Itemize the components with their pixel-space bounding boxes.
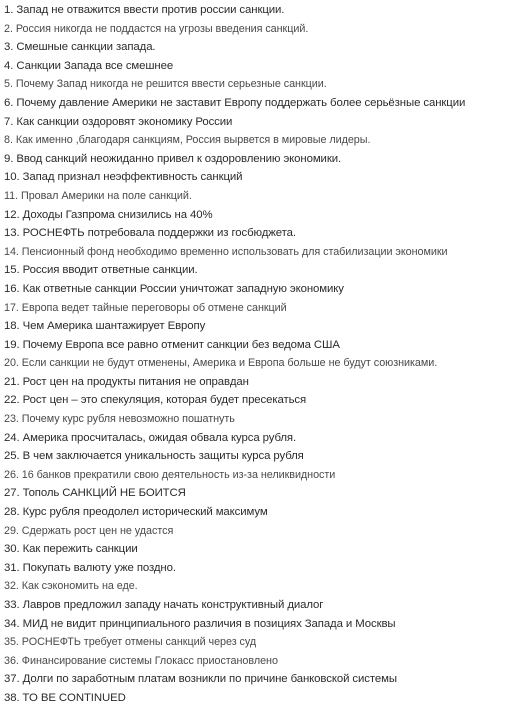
list-item: 28. Курс рубля преодолел исторический максимум [4, 506, 268, 519]
list-item: 17. Европа ведет тайные переговоры об отмене санкций [4, 301, 287, 314]
list-item: 38. TO BE CONTINUED [4, 691, 126, 704]
list-item: 14. Пенсионный фонд необходимо временно использовать для стабилизации экономики [4, 245, 448, 258]
list-item: 16. Как ответные санкции России уничтожат западную экономику [4, 282, 344, 295]
list-item: 21. Рост цен на продукты питания не оправдан [4, 375, 249, 388]
list-item: 36. Финансирование системы Глокасс приостановлено [4, 654, 278, 667]
list-item: 35. РОСНЕФТЬ требует отмены санкций через суд [4, 636, 257, 649]
list-item: 29. Сдержать рост цен не удастся [4, 524, 174, 537]
list-item: 12. Доходы Газпрома снизились на 40% [4, 208, 213, 221]
list-item: 37. Долги по заработным платам возникли по причине банковской системы [4, 673, 397, 686]
list-item: 10. Запад признал неэффективность санкций [4, 171, 243, 184]
list-item: 7. Как санкции оздоровят экономику России [4, 115, 233, 128]
list-item: 15. Россия вводит ответные санкции. [4, 264, 198, 277]
list-item: 5. Почему Запад никогда не решится ввести серьезные санкции. [4, 78, 327, 91]
list-item: 31. Покупать валюту уже поздно. [4, 561, 176, 574]
list-item: 25. В чем заключается уникальность защиты курса рубля [4, 450, 304, 463]
list-item: 4. Санкции Запада все смешнее [4, 59, 174, 72]
list-item: 13. РОСНЕФТЬ потребовала поддержки из госбюджета. [4, 227, 296, 240]
list-item: 2. Россия никогда не поддастся на угрозы введения санкций. [4, 22, 309, 35]
list-item: 32. Как сэкономить на еде. [4, 580, 138, 593]
list-item: 9. Ввод санкций неожиданно привел к оздоровлению экономики. [4, 152, 342, 165]
list-item: 1. Запад не отважится ввести против россии санкции. [4, 4, 285, 16]
list-item: 11. Провал Америки на поле санкций. [4, 189, 192, 202]
list-item: 34. МИД не видит принципиального различия в позициях Запада и Москвы [4, 617, 396, 630]
list-item: 23. Почему курс рубля невозможно пошатнуть [4, 413, 235, 426]
list-item: 18. Чем Америка шантажирует Европу [4, 320, 206, 333]
list-item: 22. Рост цен – это спекуляция, которая будет пресекаться [4, 394, 307, 407]
list-item: 3. Смешные санкции запада. [4, 41, 156, 54]
list-item: 26. 16 банков прекратили свою деятельность из-за неликвидности [4, 468, 336, 481]
list-item: 30. Как пережить санкции [4, 543, 138, 556]
list-item: 8. Как именно ,благодаря санкциям, Россия вырвется в мировые лидеры. [4, 134, 371, 147]
list-item: 19. Почему Европа все равно отменит санкции без ведома США [4, 338, 340, 351]
list-item: 24. Америка просчиталась, ожидая обвала курса рубля. [4, 431, 297, 444]
numbered-list [4, 1, 509, 708]
list-item: 6. Почему давление Америки не заставит Европу поддержать более серьёзные санкции [4, 96, 466, 109]
list-item: 20. Если санкции не будут отменены, Америка и Европа больше не будут союзниками. [4, 357, 438, 370]
list-item: 27. Тополь САНКЦИЙ НЕ БОИТСЯ [4, 487, 186, 500]
list-item: 33. Лавров предложил западу начать конструктивный диалог [4, 599, 324, 611]
